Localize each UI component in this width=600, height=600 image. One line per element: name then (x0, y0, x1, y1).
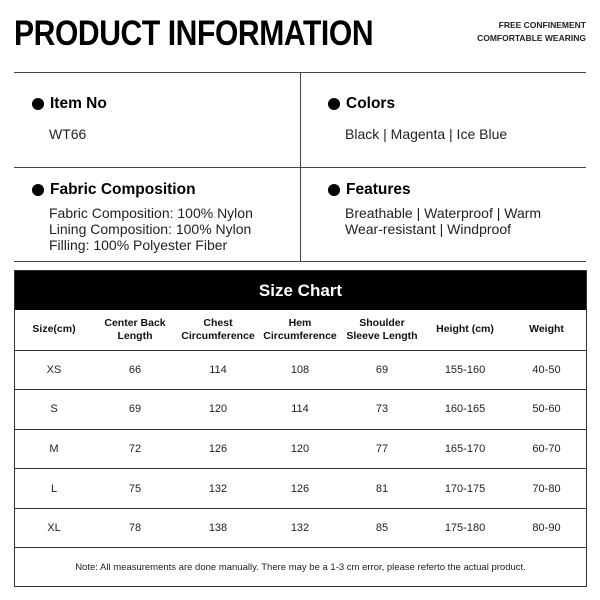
size-chart (14, 270, 587, 587)
colors-label: Colors (346, 95, 396, 112)
colors-section (328, 95, 507, 142)
item-no-label: Item No (50, 95, 107, 112)
table-cell: 50-60 (507, 390, 586, 430)
features-label: Features (346, 181, 411, 198)
table-cell: L (15, 469, 93, 509)
table-cell: 75 (93, 469, 177, 509)
fabric-composition-section (32, 181, 253, 253)
table-cell: 120 (177, 390, 259, 430)
table-cell: 66 (93, 350, 177, 390)
grid-divider-horizontal (14, 167, 586, 168)
bullet-icon (32, 98, 44, 110)
bullet-icon (328, 184, 340, 196)
size-table (15, 310, 586, 548)
fabric-line: Fabric Composition: 100% Nylon (49, 205, 253, 221)
table-cell: 72 (93, 429, 177, 469)
fabric-composition-label: Fabric Composition (50, 181, 196, 198)
table-row (15, 350, 586, 390)
table-cell: 126 (177, 429, 259, 469)
column-header-shoulder-sleeve: Shoulder Sleeve Length (341, 310, 423, 350)
table-cell: 160-165 (423, 390, 507, 430)
table-cell: 114 (177, 350, 259, 390)
size-table-header-row (15, 310, 586, 350)
table-cell: 73 (341, 390, 423, 430)
table-row (15, 429, 586, 469)
table-cell: 108 (259, 350, 341, 390)
table-cell: 60-70 (507, 429, 586, 469)
features-line: Breathable | Waterproof | Warm (345, 205, 542, 221)
table-cell: 78 (93, 508, 177, 548)
table-cell: 80-90 (507, 508, 586, 548)
table-row (15, 508, 586, 548)
lining-line: Lining Composition: 100% Nylon (49, 221, 252, 237)
item-no-section (32, 95, 107, 142)
table-cell: S (15, 390, 93, 430)
table-cell: 85 (341, 508, 423, 548)
product-info-grid (14, 72, 586, 262)
features-section (328, 181, 541, 237)
column-header-center-back-length: Center Back Length (93, 310, 177, 350)
colors-value: Black | Magenta | Ice Blue (345, 126, 508, 142)
column-header-weight: Weight (507, 310, 586, 350)
table-cell: 69 (93, 390, 177, 430)
item-no-value: WT66 (49, 126, 87, 142)
table-row (15, 390, 586, 430)
table-cell: 114 (259, 390, 341, 430)
table-cell: 81 (341, 469, 423, 509)
tagline-comfortable-wearing: COMFORTABLE WEARING (477, 33, 586, 43)
column-header-hem: Hem Circumference (259, 310, 341, 350)
size-chart-title: Size Chart (15, 271, 586, 310)
column-header-height: Height (cm) (423, 310, 507, 350)
table-cell: 70-80 (507, 469, 586, 509)
column-header-size: Size(cm) (15, 310, 93, 350)
measurement-note: Note: All measurements are done manually. There may be a 1-3 cm error, please referto the actual product. (75, 561, 526, 573)
table-cell: XS (15, 350, 93, 390)
table-cell: 40-50 (507, 350, 586, 390)
column-header-chest: Chest Circumference (177, 310, 259, 350)
features-line: Wear-resistant | Windproof (345, 221, 511, 237)
table-cell: 170-175 (423, 469, 507, 509)
table-cell: 165-170 (423, 429, 507, 469)
table-cell: M (15, 429, 93, 469)
table-cell: 132 (177, 469, 259, 509)
table-cell: XL (15, 508, 93, 548)
table-cell: 155-160 (423, 350, 507, 390)
table-cell: 126 (259, 469, 341, 509)
table-cell: 132 (259, 508, 341, 548)
page-title: PRODUCT INFORMATION (14, 14, 374, 53)
table-cell: 175-180 (423, 508, 507, 548)
table-row (15, 469, 586, 509)
tagline-free-confinement: FREE CONFINEMENT (498, 20, 586, 30)
table-cell: 120 (259, 429, 341, 469)
table-cell: 77 (341, 429, 423, 469)
table-cell: 69 (341, 350, 423, 390)
bullet-icon (328, 98, 340, 110)
bullet-icon (32, 184, 44, 196)
filling-line: Filling: 100% Polyester Fiber (49, 237, 228, 253)
table-cell: 138 (177, 508, 259, 548)
